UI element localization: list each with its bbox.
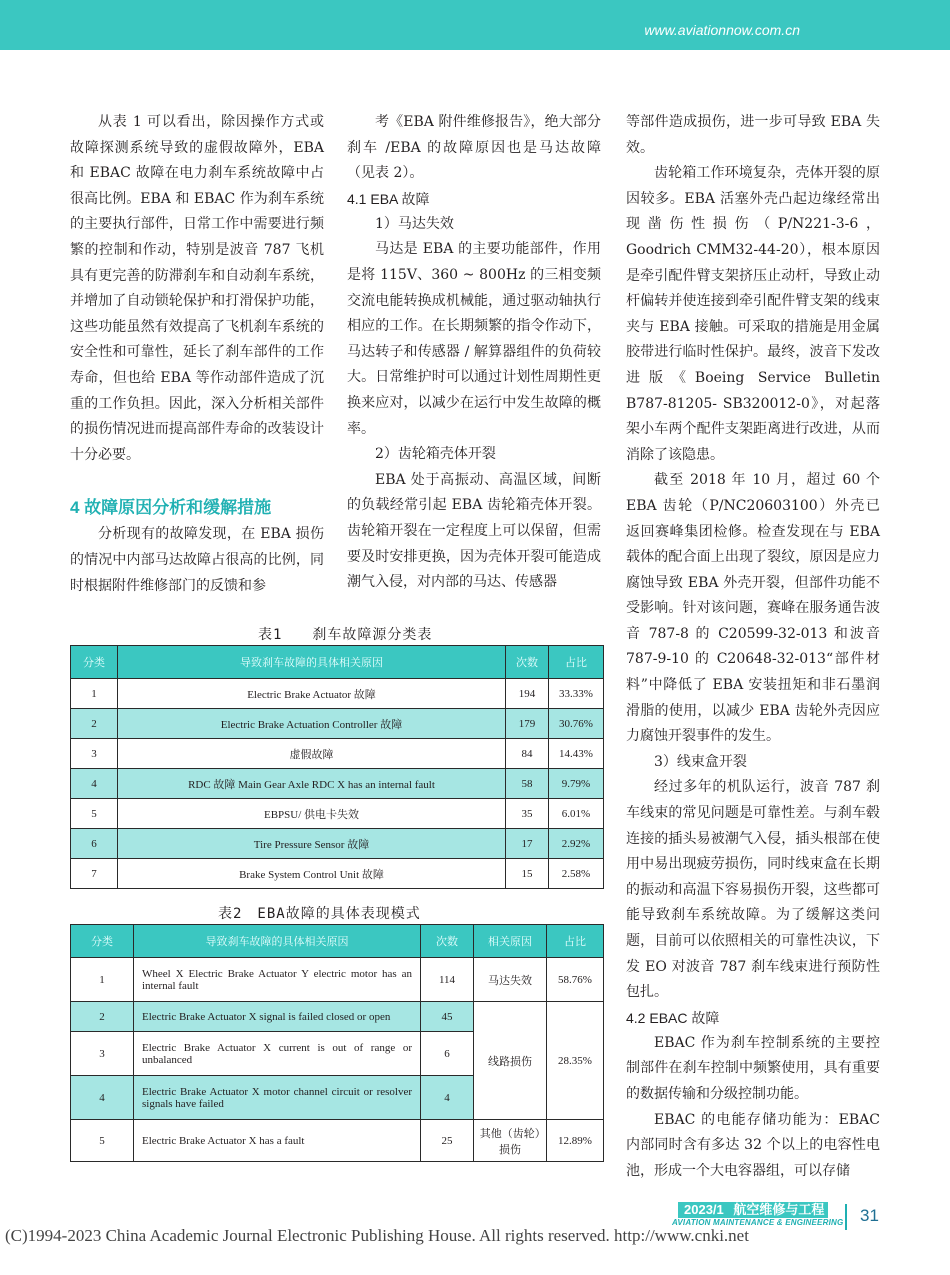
table-header: 分类 [71,925,134,958]
table-cell: 45 [421,1002,474,1032]
table-cell: 35 [506,799,549,829]
table-cell: 9.79% [549,769,604,799]
table-cell: Brake System Control Unit 故障 [118,859,506,889]
table-cell: Electric Brake Actuator X signal is failed closed or open [134,1002,421,1032]
table-cell: 6.01% [549,799,604,829]
issue-number: 2023/1 [684,1202,724,1217]
table-cell: 33.33% [549,679,604,709]
table-header: 导致刹车故障的具体相关原因 [118,646,506,679]
table-header: 占比 [547,925,604,958]
table-row [71,739,604,769]
table-cell: 12.89% [547,1120,604,1162]
paragraph: EBAC 的电能存储功能为：EBAC 内部同时含有多达 32 个以上的电容性电池，形成一个大电容器组，可以存储 [626,1111,880,1179]
paragraph: 从表 1 可以看出，除因操作方式或故障探测系统导致的虚假故障外，EBA 和 EBAC 故障在电力刹车系统故障中占很高比例。EBA 和 EBAC 作为刹车系统的主要执行部件，日常工作中需要进行频繁的控制和作动，特别是波音 787 飞机具有更完善的防滞刹车和自动刹车系统，并增加了自动锁轮保护和打滑保护功能，这些功能虽然有效提高了飞机刹车系统的安全性和可靠性，延长了刹车部件的工作寿命，但也给 EBA 等作动部件造成了沉重的工作负担。因此，深入分析相关部件的损伤情况进而提高部件寿命的改装设计十分必要。 [70,114,324,463]
table-cell: 25 [421,1120,474,1162]
paragraph: EBAC 作为刹车控制系统的主要控制部件在刹车控制中频繁使用，具有重要的数据传输和分级控制功能。 [626,1034,880,1102]
paragraph: 经过多年的机队运行，波音 787 刹车线束的常见问题是可靠性差。与刹车毂连接的插头易被潮气入侵，插头根部在使用中易出现疲劳损伤，同时线束盒在长期的振动和高温下容易损伤开裂，这些都可能导致刹车系统故障。为了缓解这类问题，目前可以依照相关的可靠性决议，下发 EO 对波音 787 刹车线束进行预防性包扎。 [626,779,880,1001]
page-number: 31 [860,1206,879,1225]
table-header: 次数 [506,646,549,679]
table-cell: 线路损伤 [474,1002,547,1120]
table-cell: 2.58% [549,859,604,889]
table-cell: 6 [421,1032,474,1076]
table-row [71,799,604,829]
magazine-name-en: AVIATION MAINTENANCE & ENGINEERING [672,1218,844,1227]
table-2 [70,924,604,1162]
table-row [71,859,604,889]
table-cell: 5 [71,1120,134,1162]
paragraph: 马达是 EBA 的主要功能部件，作用是将 115V、360 ~ 800Hz 的三相变频交流电能转换成机械能，通过驱动轴执行相应的工作。在长期频繁的指令作动下，马达转子和传感器 / 解算器组件的负荷较大。日常维护时可以通过计划性周期性更换来应对，以减少在运行中发生故障的概率。 [347,241,601,437]
section-title: 4 故障原因分析和缓解措施 [70,498,272,518]
table-cell: Tire Pressure Sensor 故障 [118,829,506,859]
paragraph: 截至 2018 年 10 月，超过 60 个 EBA 齿轮（P/NC20603100）外壳已返回赛峰集团检修。检查发现在与 EBA 载体的配合面上出现了裂纹，原因是应力腐蚀导致 EBA 外壳开裂，但部件功能不受影响。针对该问题，赛峰在服务通告波音 787-8 的 C20599-32-013 和波音 787-9-10 的 C20648-32-013“部件材料”中降低了 EBA 安装扭矩和非石墨润滑脂的使用，以减少 EBA 齿轮外壳因应力腐蚀开裂事件的发生。 [626,472,880,745]
table-cell: 2 [71,1002,134,1032]
sub-heading: 1）马达失效 [375,215,454,232]
table-cell: 84 [506,739,549,769]
subsection-title-4-2: 4.2 EBAC 故障 [626,1009,720,1026]
table-cell: 3 [71,1032,134,1076]
header-bar [0,0,950,50]
table-cell: 194 [506,679,549,709]
table-cell: 2 [71,709,118,739]
table-cell: Wheel X Electric Brake Actuator Y electric motor has an internal fault [134,958,421,1002]
table-cell: 114 [421,958,474,1002]
paragraph: 考《EBA 附件维修报告》，绝大部分刹车 /EBA 的故障原因也是马达故障（见表 2）。 [347,114,601,182]
table-cell: 58 [506,769,549,799]
table-cell: Electric Brake Actuator X current is out of range or unbalanced [134,1032,421,1076]
table-cell: 17 [506,829,549,859]
table-header: 次数 [421,925,474,958]
table-cell: 15 [506,859,549,889]
paragraph: 等部件造成损伤，进一步可导致 EBA 失效。 [626,114,880,156]
table-cell: 马达失效 [474,958,547,1002]
table-cell: 28.35% [547,1002,604,1120]
table-cell: Electric Brake Actuation Controller 故障 [118,709,506,739]
table-cell: RDC 故障 Main Gear Axle RDC X has an internal fault [118,769,506,799]
table-cell: 其他（齿轮）损伤 [474,1120,547,1162]
table-cell: 5 [71,799,118,829]
table-cell: 4 [421,1076,474,1120]
table-cell: Electric Brake Actuator X motor channel circuit or resolver signals have failed [134,1076,421,1120]
paragraph: 齿轮箱工作环境复杂，壳体开裂的原因较多。EBA 活塞外壳凸起边缘经常出现凿伤性损伤（P/N221-3-6，Goodrich CMM32-44-20），根本原因是牵引配件臂支架挤压止动杆，导致止动杆偏转并使连接到牵引配件臂支架的线束夹与 EBA 接触。可采取的措施是用金属胶带进行临时性保护。最终，波音下发改进版《Boeing Service Bulletin B787-81205- SB320012-0》，对起落架小车两个配件支架距离进行改进，从而消除了该隐患。 [626,165,880,463]
column-1 [70,110,324,599]
column-3 [626,110,880,1184]
table-row [71,829,604,859]
table-header: 相关原因 [474,925,547,958]
table-cell: 虚假故障 [118,739,506,769]
table1-caption: 表1 刹车故障源分类表 [258,627,433,643]
table-cell: EBPSU/ 供电卡失效 [118,799,506,829]
table-cell: 1 [71,958,134,1002]
table-cell: 58.76% [547,958,604,1002]
table-row [71,769,604,799]
table-cell: 4 [71,1076,134,1120]
table-cell: 179 [506,709,549,739]
header-url[interactable]: www.aviationnow.com.cn [644,22,800,38]
table-header: 占比 [549,646,604,679]
footer-divider [845,1204,847,1230]
table-cell: 6 [71,829,118,859]
table-row [71,709,604,739]
table-header: 分类 [71,646,118,679]
issue-badge [678,1202,828,1218]
sub-heading: 3）线束盒开裂 [654,753,747,770]
subsection-title-4-1: 4.1 EBA 故障 [347,190,430,207]
table-cell: 14.43% [549,739,604,769]
table-cell: 3 [71,739,118,769]
table-cell: 7 [71,859,118,889]
table-cell: 1 [71,679,118,709]
table-row [71,679,604,709]
column-2 [347,110,601,596]
table-header: 导致刹车故障的具体相关原因 [134,925,421,958]
sub-heading: 2）齿轮箱壳体开裂 [375,446,496,463]
table-cell: Electric Brake Actuator 故障 [118,679,506,709]
copyright-line: (C)1994-2023 China Academic Journal Electronic Publishing House. All rights reserved. http://www.cnki.net [5,1226,749,1245]
paragraph: 分析现有的故障发现，在 EBA 损伤的情况中内部马达故障占很高的比例，同时根据附件维修部门的反馈和参 [70,526,324,594]
magazine-name: 航空维修与工程 [733,1202,825,1217]
table2-caption: 表2 EBA故障的具体表现模式 [218,906,421,922]
table-cell: 2.92% [549,829,604,859]
table-cell: 4 [71,769,118,799]
table-1 [70,645,604,889]
paragraph: EBA 处于高振动、高温区域，间断的负载经常引起 EBA 齿轮箱壳体开裂。齿轮箱开裂在一定程度上可以保留，但需要及时安排更换，因为壳体开裂可能造成潮气入侵，对内部的马达、传感器 [347,471,601,591]
table-cell: 30.76% [549,709,604,739]
table-cell: Electric Brake Actuator X has a fault [134,1120,421,1162]
